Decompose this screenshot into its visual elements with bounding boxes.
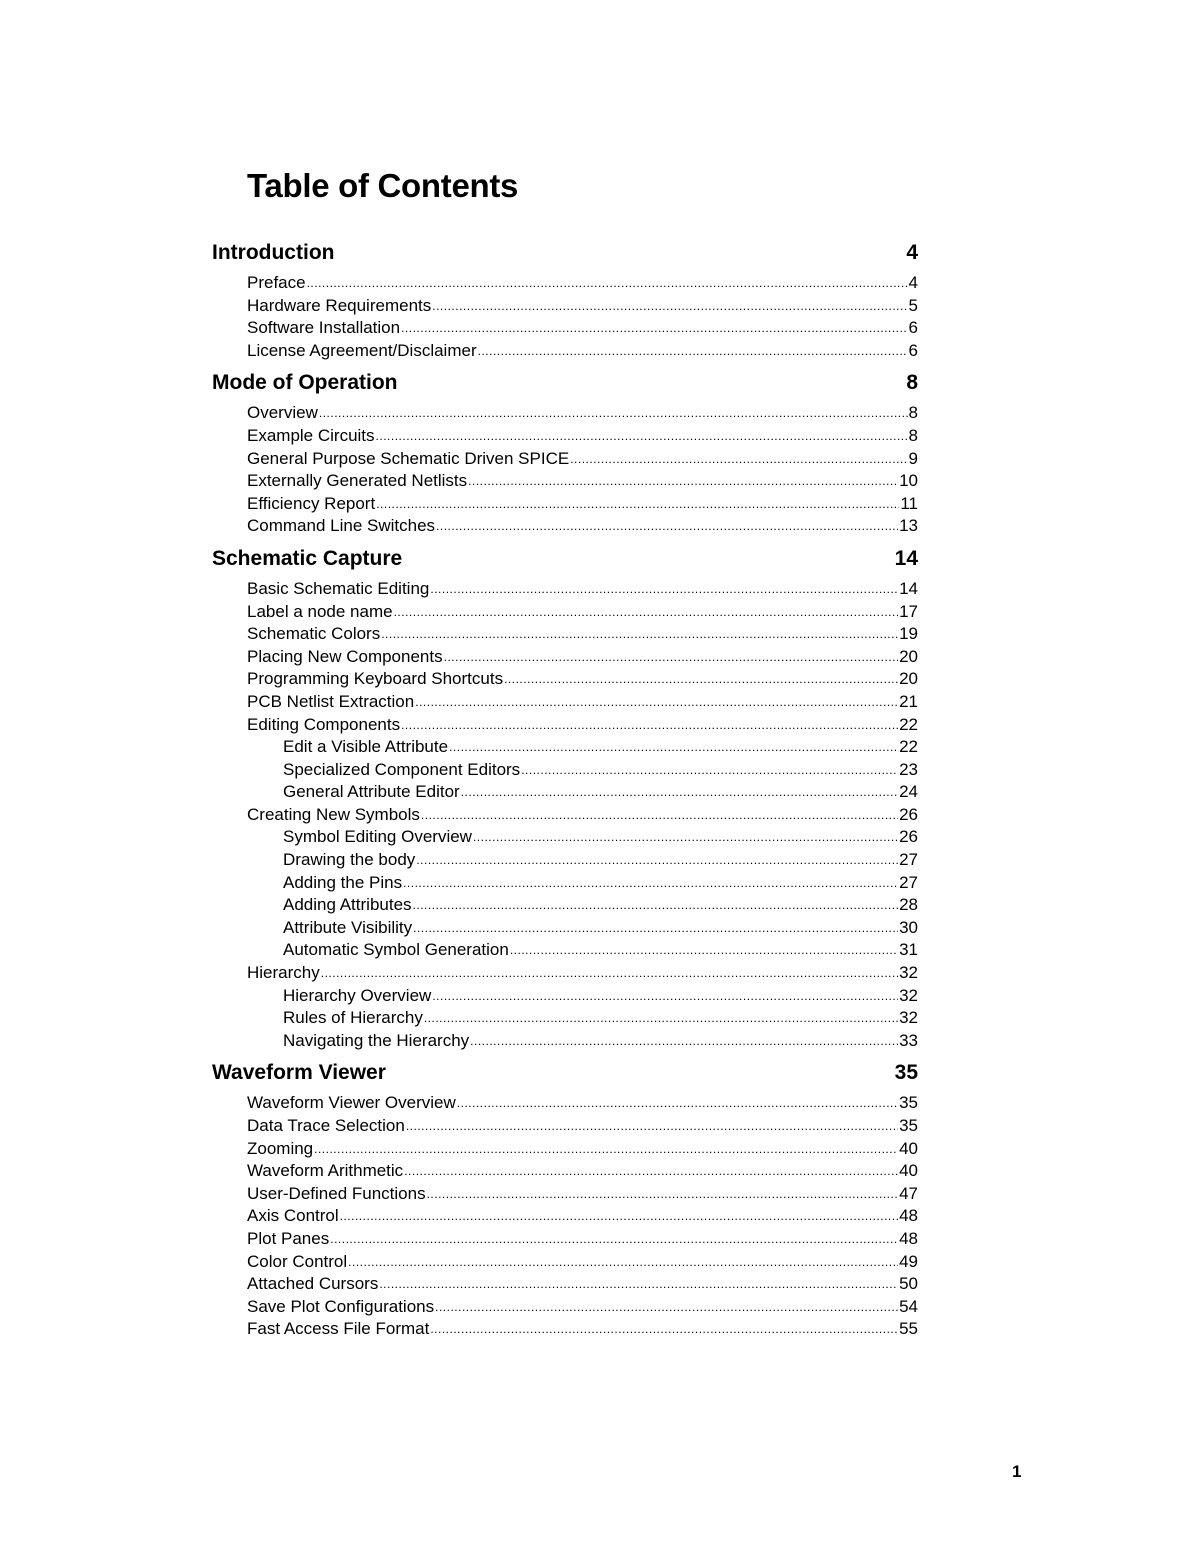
dot-leader: [510, 938, 898, 962]
entry-page-number: 5: [908, 295, 918, 315]
toc-entry[interactable]: [212, 804, 918, 827]
entry-label: Waveform Arithmetic: [247, 1161, 404, 1181]
entry-label: Drawing the body: [283, 850, 416, 870]
toc-entry[interactable]: [212, 985, 918, 1008]
toc-entry[interactable]: [212, 1183, 918, 1206]
entry-label: Zooming: [247, 1138, 314, 1158]
section-title: Introduction: [212, 241, 335, 264]
section-page-number: 8: [906, 371, 918, 395]
toc-entry[interactable]: [212, 759, 918, 782]
dot-leader: [570, 447, 907, 471]
entry-page-number: 6: [908, 340, 918, 360]
toc-entry[interactable]: [212, 1160, 918, 1183]
dot-leader: [504, 667, 898, 691]
entry-label: Color Control: [247, 1251, 348, 1271]
entry-label: Externally Generated Netlists: [247, 471, 468, 491]
entry-label: User-Defined Functions: [247, 1183, 426, 1203]
entry-label: Adding Attributes: [283, 895, 412, 915]
entry-label: Example Circuits: [247, 425, 375, 445]
dot-leader: [330, 1227, 898, 1251]
entry-label: Programming Keyboard Shortcuts: [247, 669, 504, 689]
toc-section: [212, 544, 918, 1052]
dot-leader: [473, 825, 898, 849]
entry-label: Efficiency Report: [247, 493, 376, 513]
dot-leader: [430, 1317, 898, 1341]
toc-entry[interactable]: [212, 646, 918, 669]
toc-entry[interactable]: [212, 1296, 918, 1319]
entry-page-number: 32: [899, 985, 918, 1005]
toc-entry[interactable]: [212, 578, 918, 601]
toc-entry[interactable]: [212, 691, 918, 714]
entry-label: Overview: [247, 403, 318, 423]
dot-leader: [404, 1159, 898, 1183]
dot-leader: [379, 1272, 898, 1296]
section-page-number: 4: [906, 241, 918, 264]
dot-leader: [307, 271, 908, 295]
section-title: Schematic Capture: [212, 546, 403, 570]
dot-leader: [416, 848, 898, 872]
entry-label: Symbol Editing Overview: [283, 827, 472, 847]
dot-leader: [376, 424, 908, 448]
entry-label: Hardware Requirements: [247, 295, 432, 315]
toc-section: [212, 368, 918, 538]
toc-section: [212, 238, 918, 362]
toc-entry[interactable]: [212, 515, 918, 538]
entry-page-number: 17: [899, 601, 918, 621]
dot-leader: [413, 916, 898, 940]
entry-page-number: 8: [908, 403, 918, 423]
dot-leader: [421, 803, 898, 827]
dot-leader: [427, 1182, 899, 1206]
entry-label: Schematic Colors: [247, 624, 381, 644]
toc-entry[interactable]: [212, 470, 918, 493]
entry-page-number: 48: [899, 1228, 918, 1248]
entry-page-number: 11: [900, 493, 918, 513]
entry-page-number: 22: [899, 714, 918, 734]
toc-entry[interactable]: [212, 872, 918, 895]
entry-label: Waveform Viewer Overview: [247, 1093, 456, 1113]
toc-entry[interactable]: [212, 1251, 918, 1274]
dot-leader: [461, 780, 898, 804]
entry-label: Save Plot Configurations: [247, 1296, 435, 1316]
section-heading[interactable]: [212, 544, 918, 574]
entry-label: Automatic Symbol Generation: [283, 940, 509, 960]
entry-page-number: 49: [899, 1251, 918, 1271]
dot-leader: [321, 961, 898, 985]
dot-leader: [436, 514, 898, 538]
dot-leader: [432, 294, 907, 318]
dot-leader: [521, 758, 898, 782]
dot-leader: [430, 577, 898, 601]
toc-entry[interactable]: [212, 849, 918, 872]
toc-entry[interactable]: [212, 736, 918, 759]
toc-entry[interactable]: [212, 962, 918, 985]
entry-page-number: 10: [899, 471, 918, 491]
toc-entry[interactable]: [212, 1115, 918, 1138]
entry-label: Specialized Component Editors: [283, 759, 521, 779]
toc-entry[interactable]: [212, 1138, 918, 1161]
entry-label: Fast Access File Format: [247, 1319, 430, 1339]
toc-entry[interactable]: [212, 917, 918, 940]
toc-entry[interactable]: [212, 493, 918, 516]
entry-page-number: 21: [899, 691, 918, 711]
toc-entry[interactable]: [212, 1318, 918, 1341]
entry-label: Software Installation: [247, 318, 401, 338]
toc-entry[interactable]: [212, 317, 918, 340]
dot-leader: [457, 1091, 898, 1115]
section-page-number: 14: [894, 546, 918, 570]
page-number: 1: [1012, 1462, 1022, 1481]
dot-leader: [478, 339, 908, 363]
toc-entry[interactable]: [212, 1205, 918, 1228]
toc-entry[interactable]: [212, 1030, 918, 1053]
toc-entry[interactable]: [212, 1007, 918, 1030]
entry-page-number: 35: [899, 1093, 918, 1113]
toc-entry[interactable]: [212, 1273, 918, 1296]
entry-page-number: 50: [899, 1274, 918, 1294]
dot-leader: [413, 893, 899, 917]
dot-leader: [432, 984, 898, 1008]
entry-label: General Purpose Schematic Driven SPICE: [247, 448, 570, 468]
entry-label: Editing Components: [247, 714, 401, 734]
entry-page-number: 13: [899, 516, 918, 536]
entry-page-number: 28: [899, 895, 918, 915]
entry-page-number: 32: [899, 1008, 918, 1028]
toc-entry[interactable]: [212, 714, 918, 737]
section-title: Mode of Operation: [212, 371, 398, 395]
entry-page-number: 19: [899, 624, 918, 644]
entry-label: Hierarchy: [247, 963, 320, 983]
entry-label: Adding the Pins: [283, 872, 403, 892]
entry-label: Attached Cursors: [247, 1274, 379, 1294]
entry-page-number: 20: [899, 646, 918, 666]
entry-page-number: 33: [899, 1030, 918, 1050]
toc-entry[interactable]: [212, 1092, 918, 1115]
page-title: Table of Contents: [247, 167, 519, 204]
toc-entry[interactable]: [212, 295, 918, 318]
dot-leader: [314, 1137, 898, 1161]
dot-leader: [340, 1204, 898, 1228]
toc-entry[interactable]: [212, 340, 918, 363]
entry-label: Label a node name: [247, 601, 393, 621]
entry-page-number: 48: [899, 1206, 918, 1226]
dot-leader: [381, 622, 898, 646]
entry-label: Hierarchy Overview: [283, 985, 432, 1005]
section-heading[interactable]: [212, 368, 918, 398]
section-page-number: 35: [894, 1061, 918, 1085]
entry-page-number: 27: [899, 872, 918, 892]
entry-page-number: 24: [899, 782, 918, 802]
toc-entry[interactable]: [212, 623, 918, 646]
entry-page-number: 40: [899, 1161, 918, 1181]
entry-page-number: 4: [908, 273, 918, 292]
entry-label: Attribute Visibility: [283, 917, 413, 937]
dot-leader: [406, 1114, 898, 1138]
table-of-contents: [212, 238, 918, 1341]
toc-entry[interactable]: [212, 601, 918, 624]
entry-page-number: 30: [899, 917, 918, 937]
dot-leader: [435, 1295, 898, 1319]
dot-leader: [470, 1029, 898, 1053]
section-title: Waveform Viewer: [212, 1061, 386, 1085]
dot-leader: [424, 1006, 898, 1030]
entry-page-number: 26: [899, 827, 918, 847]
entry-page-number: 55: [899, 1319, 918, 1339]
entry-page-number: 26: [899, 804, 918, 824]
dot-leader: [401, 316, 907, 340]
entry-label: Basic Schematic Editing: [247, 578, 430, 598]
entry-label: PCB Netlist Extraction: [247, 691, 415, 711]
dot-leader: [376, 492, 899, 516]
dot-leader: [348, 1250, 898, 1274]
dot-leader: [403, 871, 898, 895]
entry-page-number: 47: [899, 1183, 918, 1203]
entry-label: Rules of Hierarchy: [283, 1008, 423, 1028]
entry-page-number: 8: [908, 425, 918, 445]
entry-page-number: 32: [899, 963, 918, 983]
entry-label: License Agreement/Disclaimer: [247, 340, 477, 360]
entry-page-number: 40: [899, 1138, 918, 1158]
entry-label: Data Trace Selection: [247, 1116, 405, 1135]
entry-page-number: 35: [899, 1116, 918, 1135]
dot-leader: [319, 401, 908, 425]
toc-entry[interactable]: [212, 402, 918, 425]
entry-page-number: 6: [908, 318, 918, 338]
entry-page-number: 14: [899, 578, 918, 598]
entry-page-number: 22: [899, 737, 918, 757]
entry-page-number: 27: [899, 850, 918, 870]
section-heading[interactable]: [212, 238, 918, 268]
entry-page-number: 54: [899, 1296, 918, 1316]
toc-entry[interactable]: [212, 781, 918, 804]
entry-label: Command Line Switches: [247, 516, 436, 536]
entry-page-number: 31: [899, 940, 918, 960]
toc-entry[interactable]: [212, 894, 918, 917]
entry-label: Creating New Symbols: [247, 804, 420, 824]
toc-entry[interactable]: [212, 448, 918, 471]
entry-label: Navigating the Hierarchy: [283, 1030, 470, 1050]
toc-entry[interactable]: [212, 826, 918, 849]
entry-label: General Attribute Editor: [283, 782, 460, 802]
toc-entry[interactable]: [212, 425, 918, 448]
dot-leader: [401, 713, 898, 737]
entry-label: Edit a Visible Attribute: [283, 737, 449, 757]
toc-entry[interactable]: [212, 272, 918, 295]
dot-leader: [415, 690, 898, 714]
dot-leader: [444, 645, 898, 669]
entry-label: Axis Control: [247, 1206, 339, 1226]
section-heading[interactable]: [212, 1058, 918, 1088]
dot-leader: [449, 735, 898, 759]
entry-page-number: 23: [899, 759, 918, 779]
entry-label: Placing New Components: [247, 646, 443, 666]
entry-label: Plot Panes: [247, 1228, 330, 1248]
dot-leader: [394, 600, 899, 624]
entry-page-number: 9: [908, 448, 918, 468]
toc-entry[interactable]: [212, 1228, 918, 1251]
entry-label: Preface: [247, 273, 306, 292]
dot-leader: [468, 469, 898, 493]
entry-page-number: 20: [899, 669, 918, 689]
toc-section: [212, 1058, 918, 1341]
toc-entry[interactable]: [212, 668, 918, 691]
toc-entry[interactable]: [212, 939, 918, 962]
